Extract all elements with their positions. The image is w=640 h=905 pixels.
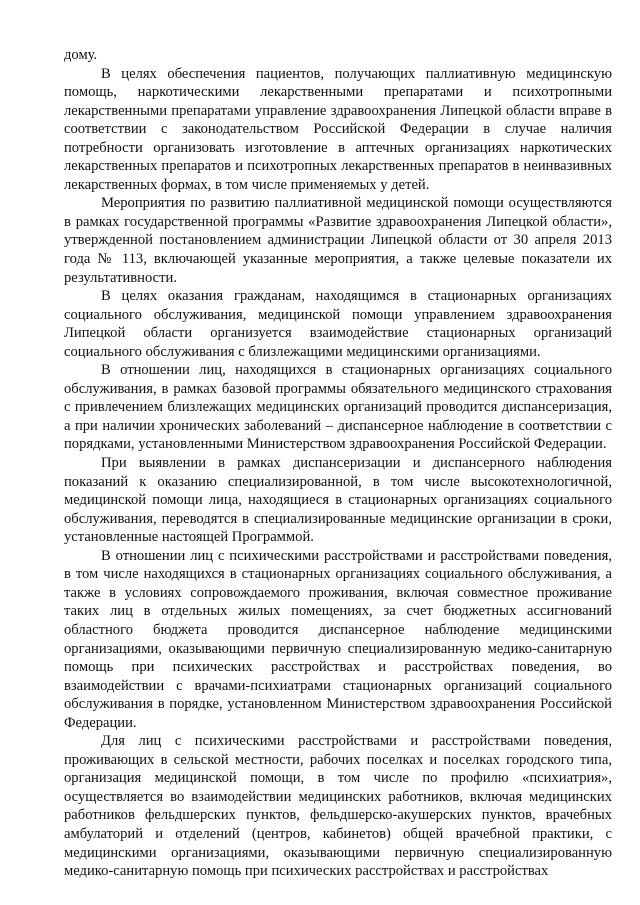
- paragraph-palliative-program: Мероприятия по развитию паллиативной медицинской помощи осуществляются в рамках государственной программы «Развитие здравоохранения Липецкой области», утвержденной постановлением администрации Липецкой области от 30 апреля 2013 года № 113, включающей указанные мероприятия, а также целевые показатели их результативности.: [64, 195, 612, 286]
- paragraph-dispensary-observation: В отношении лиц, находящихся в стационарных организациях социального обслуживания, в рамках базовой программы обязательного медицинского страхования с привлечением близлежащих медицинских организаций проводится диспансеризация, а при наличии хронических заболеваний – диспансерное наблюдение в соответствии с порядками, установленными Министерством здравоохранения Российской Федерации.: [64, 362, 612, 453]
- paragraph-specialized-care: При выявлении в рамках диспансеризации и диспансерного наблюдения показаний к оказанию специализированной, в том числе высокотехнологичной, медицинской помощи лица, находящиеся в стационарных организациях социального обслуживания, переводятся в специализированные медицинские организации в сроки, установленные настоящей Программой.: [64, 455, 612, 546]
- paragraph-social-care-interaction: В целях оказания гражданам, находящимся в стационарных организациях социального обслуживания, медицинской помощи управлением здравоохранения Липецкой области организуется взаимодействие стационарных организаций социального обслуживания с близлежащими медицинскими организациями.: [64, 288, 612, 360]
- document-body: [64, 46, 612, 881]
- paragraph-rural-psychiatry: Для лиц с психическими расстройствами и расстройствами поведения, проживающих в сельской местности, рабочих поселках и поселках городского типа, организация медицинской помощи, в том числе по профилю «психиатрия», осуществляется во взаимодействии медицинских работников, включая медицинских работников фельдшерских пунктов, фельдшерско-акушерских пунктов, врачебных амбулаторий и отделений (центров, кабинетов) общей врачебной практики, с медицинскими организациями, оказывающими первичную специализированную медико-санитарную помощь при психических расстройствах и расстройствах: [64, 733, 612, 880]
- paragraph-mental-disorders: В отношении лиц с психическими расстройствами и расстройствами поведения, в том числе находящихся в стационарных организациях социального обслуживания, а также в условиях сопровождаемого проживания, включая совместное проживание таких лиц в отдельных жилых помещениях, за счет бюджетных ассигнований областного бюджета проводится диспансерное наблюдение медицинскими организациями, оказывающими первичную специализированную медико-санитарную помощь при психических расстройствах и расстройствах поведения, во взаимодействии с врачами-психиатрами стационарных организаций социального обслуживания в порядке, установленном Министерством здравоохранения Российской Федерации.: [64, 547, 612, 731]
- paragraph-continuation: дому.: [64, 47, 98, 63]
- paragraph-narcotic-drugs: В целях обеспечения пациентов, получающих паллиативную медицинскую помощь, наркотическими лекарственными препаратами и психотропными лекарственными препаратами управление здравоохранения Липецкой области вправе в соответствии с законодательством Российской Федерации в случае наличия потребности организовать изготовление в аптечных организациях наркотических лекарственных препаратов и психотропных лекарственных препаратов в неинвазивных лекарственных формах, в том числе применяемых у детей.: [64, 65, 612, 193]
